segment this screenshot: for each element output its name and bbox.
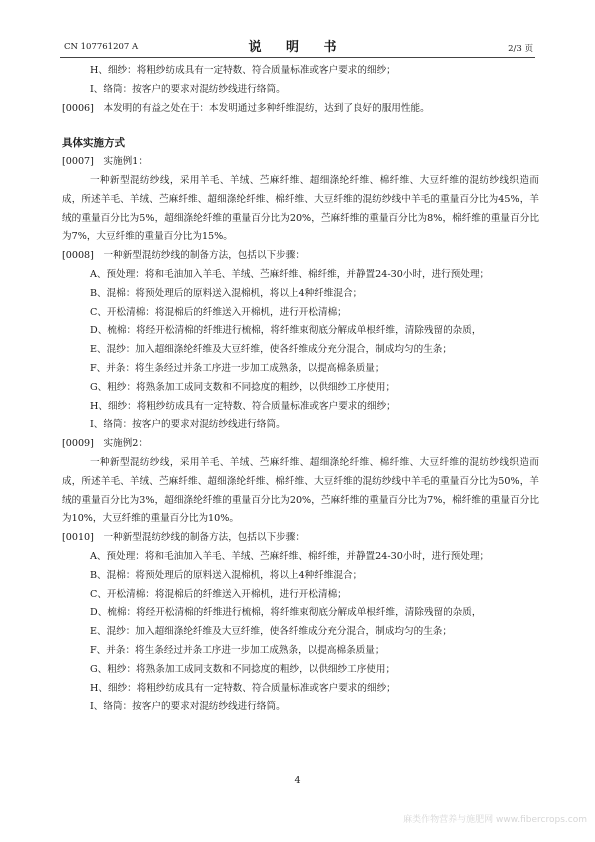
paragraph: [0009] 实施例2： — [62, 438, 148, 450]
section-heading: 具体实施方式 — [62, 137, 125, 150]
document-body — [62, 62, 539, 717]
paragraph: H、细纱：将粗纱纺成具有一定特数、符合质量标准或客户要求的细纱； — [90, 65, 396, 76]
paragraph: F、并条：将生条经过并条工序进一步加工成熟条，以提高棉条质量； — [90, 362, 385, 374]
paragraph: B、混棉：将预处理后的原料送入混棉机，将以上4种纤维混合； — [90, 569, 363, 581]
paragraph: [0008] 一种新型混纺纱线的制备方法，包括以下步骤： — [62, 250, 305, 262]
page-indicator: 2/3 页 — [508, 44, 533, 54]
paragraph: D、梳棉：将经开松清棉的纤维进行梳棉，将纤维束彻底分解成单根纤维，清除残留的杂质， — [90, 325, 482, 337]
patent-number: CN 107761207 A — [64, 42, 139, 52]
paragraph: 一种新型混纺纱线，采用羊毛、羊绒、苎麻纤维、超细涤纶纤维、棉纤维、大豆纤维的混纺纱线织造而成，所述羊毛、羊绒、苎麻纤维、超细涤纶纤维、棉纤维、大豆纤维的混纺纱线中羊毛的重量百分比为45%，羊绒的重量百分比为5%，超细涤纶纤维的重量百分比为20%，苎麻纤维的重量百分比为8%，棉纤维的重量百分比为7%，大豆纤维的重量百分比为15%。 — [62, 174, 539, 243]
document-title: 说 明 书 — [248, 40, 347, 55]
paragraph: B、混棉：将预处理后的原料送入混棉机，将以上4种纤维混合； — [90, 287, 363, 299]
paragraph: F、并条：将生条经过并条工序进一步加工成熟条，以提高棉条质量； — [90, 644, 385, 656]
paragraph: A、预处理：将和毛油加入羊毛、羊绒、苎麻纤维、棉纤维，并静置24-30小时，进行预处理； — [90, 550, 490, 562]
paragraph: C、开松清棉：将混棉后的纤维送入开棉机，进行开松清棉； — [90, 588, 347, 600]
page-header — [60, 34, 535, 54]
paragraph: H、细纱：将粗纱纺成具有一定特数、符合质量标准或客户要求的细纱； — [90, 682, 396, 694]
header-rule — [60, 57, 535, 58]
paragraph: I、络筒：按客户的要求对混纺纱线进行络筒。 — [90, 419, 286, 431]
paragraph: D、梳棉：将经开松清棉的纤维进行梳棉，将纤维束彻底分解成单根纤维，清除残留的杂质， — [90, 607, 482, 619]
paragraph: 一种新型混纺纱线，采用羊毛、羊绒、苎麻纤维、超细涤纶纤维、棉纤维、大豆纤维的混纺纱线织造而成，所述羊毛、羊绒、苎麻纤维、超细涤纶纤维、棉纤维、大豆纤维的混纺纱线中羊毛的重量百分比为50%，羊绒的重量百分比为3%，超细涤纶纤维的重量百分比为20%，苎麻纤维的重量百分比为7%，棉纤维的重量百分比为10%，大豆纤维的重量百分比为10%。 — [62, 456, 539, 525]
paragraph: [0010] 一种新型混纺纱线的制备方法，包括以下步骤： — [62, 532, 305, 544]
paragraph: C、开松清棉：将混棉后的纤维送入开棉机，进行开松清棉； — [90, 306, 347, 318]
paragraph: H、细纱：将粗纱纺成具有一定特数、符合质量标准或客户要求的细纱； — [90, 400, 396, 412]
paragraph: E、混纱：加入超细涤纶纤维及大豆纤维，使各纤维成分充分混合，制成均匀的生条； — [90, 626, 452, 638]
page-number: 4 — [294, 775, 301, 786]
paragraph: A、预处理：将和毛油加入羊毛、羊绒、苎麻纤维、棉纤维，并静置24-30小时，进行预处理； — [90, 268, 490, 280]
paragraph: G、粗纱：将熟条加工成同支数和不同捻度的粗纱，以供细纱工序使用； — [90, 381, 396, 393]
paragraph: [0007] 实施例1： — [62, 156, 148, 168]
paragraph: E、混纱：加入超细涤纶纤维及大豆纤维，使各纤维成分充分混合，制成均匀的生条； — [90, 344, 452, 356]
paragraph: I、络筒：按客户的要求对混纺纱线进行络筒。 — [90, 83, 286, 95]
paragraph: G、粗纱：将熟条加工成同支数和不同捻度的粗纱，以供细纱工序使用； — [90, 663, 396, 675]
site-watermark: 麻类作物营养与施肥网 www.fibercrops.com — [403, 815, 587, 825]
paragraph: I、络筒：按客户的要求对混纺纱线进行络筒。 — [90, 701, 286, 713]
paragraph: [0006] 本发明的有益之处在于：本发明通过多种纤维混纺，达到了良好的服用性能。 — [62, 102, 430, 114]
